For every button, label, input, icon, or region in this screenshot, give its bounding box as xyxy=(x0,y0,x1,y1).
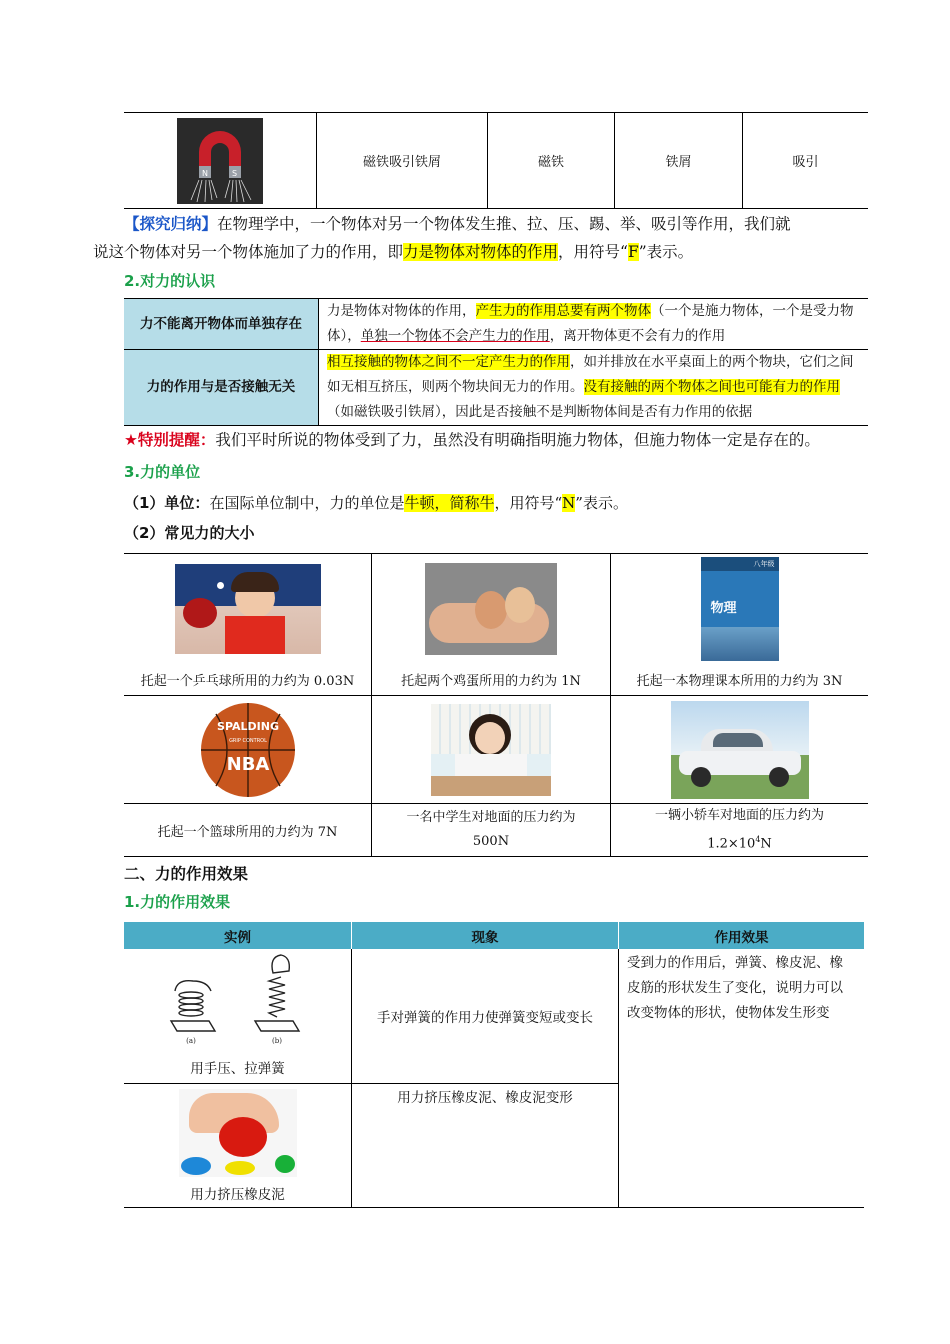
summary-paragraph: 【探究归纳】在物理学中，一个物体对另一个物体发生推、拉、压、踢、举、吸引等作用，我们就 说这个物体对另一个物体施加了力的作用，即力是物体对物体的作用，用符号“F”表示。 xyxy=(93,215,791,261)
effect-header-effect: 作用效果 xyxy=(619,922,865,949)
spring-illustration xyxy=(163,951,313,1047)
book-grade: 八年级 xyxy=(753,559,775,568)
clay-phenomenon: 用力挤压橡皮泥、橡皮泥变形 xyxy=(352,1083,619,1207)
caption-car: 一辆小轿车对地面的压力约为 $1.2\times 10^4N$ xyxy=(654,808,824,852)
book-title: 物理 xyxy=(710,600,737,616)
eggs-image xyxy=(425,563,557,655)
eggs-image-cell xyxy=(372,554,611,664)
part2-heading: 二、力的作用效果 xyxy=(124,865,249,883)
svg-text:(b): (b) xyxy=(271,1036,282,1045)
magnet-phenomenon: 磁铁吸引铁屑 xyxy=(317,113,488,209)
car-image xyxy=(671,701,809,799)
effect-description: 受到力的作用后，弹簧、橡皮泥、橡皮筋的形状发生了变化，说明力可以改变物体的形状，使物体发生形变 xyxy=(627,955,843,1021)
pingpong-image-cell xyxy=(124,554,372,664)
svg-text:GRIP CONTROL: GRIP CONTROL xyxy=(228,737,267,744)
section2-heading: 2.对力的认识 xyxy=(124,272,216,290)
caption-student: 一名中学生对地面的压力约为 500N xyxy=(372,804,611,857)
part2-subheading: 1.力的作用效果 xyxy=(124,893,231,911)
magnet-icon xyxy=(177,118,263,204)
spring-example-cell xyxy=(124,949,352,1083)
svg-text:S: S xyxy=(232,168,238,178)
force-examples-table xyxy=(124,553,868,857)
spring-phenomenon: 手对弹簧的作用力使弹簧变短或变长 xyxy=(352,949,619,1083)
common-forces-label: （2）常见力的大小 xyxy=(124,524,255,542)
magnet-force: 吸引 xyxy=(792,155,819,170)
caption-eggs: 托起两个鸡蛋所用的力约为 1N xyxy=(372,664,611,696)
student-image xyxy=(431,704,551,796)
book-image-cell xyxy=(611,554,869,664)
svg-text:(a): (a) xyxy=(185,1036,196,1045)
unit-line: （1）单位：在国际单位制中，力的单位是牛顿，简称牛，用符号“N”表示。 xyxy=(124,494,628,512)
svg-text:SPALDING: SPALDING xyxy=(216,719,279,733)
effect-header-phenomenon: 现象 xyxy=(352,922,619,949)
magnet-image-cell xyxy=(124,113,317,209)
tip-label: ★特别提醒： xyxy=(124,431,216,449)
car-image-cell xyxy=(611,696,869,804)
physics-book-image xyxy=(701,557,779,661)
recog-row1-body: 力是物体对物体的作用，产生力的作用总要有两个物体（一个是施力物体，一个是受力物体），单独一个物体不会产生力的作用，离开物体更不会有力的作用 xyxy=(327,303,854,344)
svg-text:N: N xyxy=(202,168,208,178)
unit-symbol: N xyxy=(562,494,576,512)
summary-highlight: 力是物体对物体的作用 xyxy=(403,243,559,261)
caption-pingpong: 托起一个乒乓球所用的力约为 0.03N xyxy=(124,664,372,696)
student-image-cell xyxy=(372,696,611,804)
magnet-recipient: 铁屑 xyxy=(615,113,743,209)
recog-row1-head: 力不能离开物体而单独存在 xyxy=(124,299,319,350)
magnet-agent: 磁铁 xyxy=(488,113,615,209)
recog-row2-head: 力的作用与是否接触无关 xyxy=(124,350,319,426)
basketball-image xyxy=(198,700,298,800)
basketball-image-cell xyxy=(124,696,372,804)
clay-image xyxy=(179,1089,297,1177)
caption-basketball: 托起一个篮球所用的力约为 7N xyxy=(124,804,372,857)
svg-text:NBA: NBA xyxy=(226,753,269,775)
pingpong-image xyxy=(175,564,321,654)
recognition-table xyxy=(124,298,868,426)
magnet-image xyxy=(177,118,263,204)
special-tip: ★特别提醒：我们平时所说的物体受到了力，虽然没有明确指明施力物体，但施力物体一定是存在的。 xyxy=(124,431,820,449)
force-symbol: F xyxy=(627,243,639,261)
summary-label: 【探究归纳】 xyxy=(124,215,218,233)
basketball-icon xyxy=(198,700,298,800)
recog-row2-body: 相互接触的物体之间不一定产生力的作用，如并排放在水平桌面上的两个物块，它们之间如无相互挤压，则两个物块间无力的作用。没有接触的两个物体之间也可能有力的作用（如磁铁吸引铁屑），因此是否接触不是判断物体间是否有力作用的依据 xyxy=(327,354,854,420)
effect-header-example: 实例 xyxy=(124,922,352,949)
section3-heading: 3.力的单位 xyxy=(124,463,201,481)
effect-table xyxy=(124,922,864,1208)
clay-example-label: 用力挤压橡皮泥 xyxy=(190,1186,285,1203)
clay-example-cell xyxy=(124,1083,352,1207)
caption-book: 托起一本物理课本所用的力约为 3N xyxy=(636,673,843,689)
magnet-table xyxy=(124,112,868,209)
spring-example-label: 用手压、拉弹簧 xyxy=(190,1060,285,1077)
